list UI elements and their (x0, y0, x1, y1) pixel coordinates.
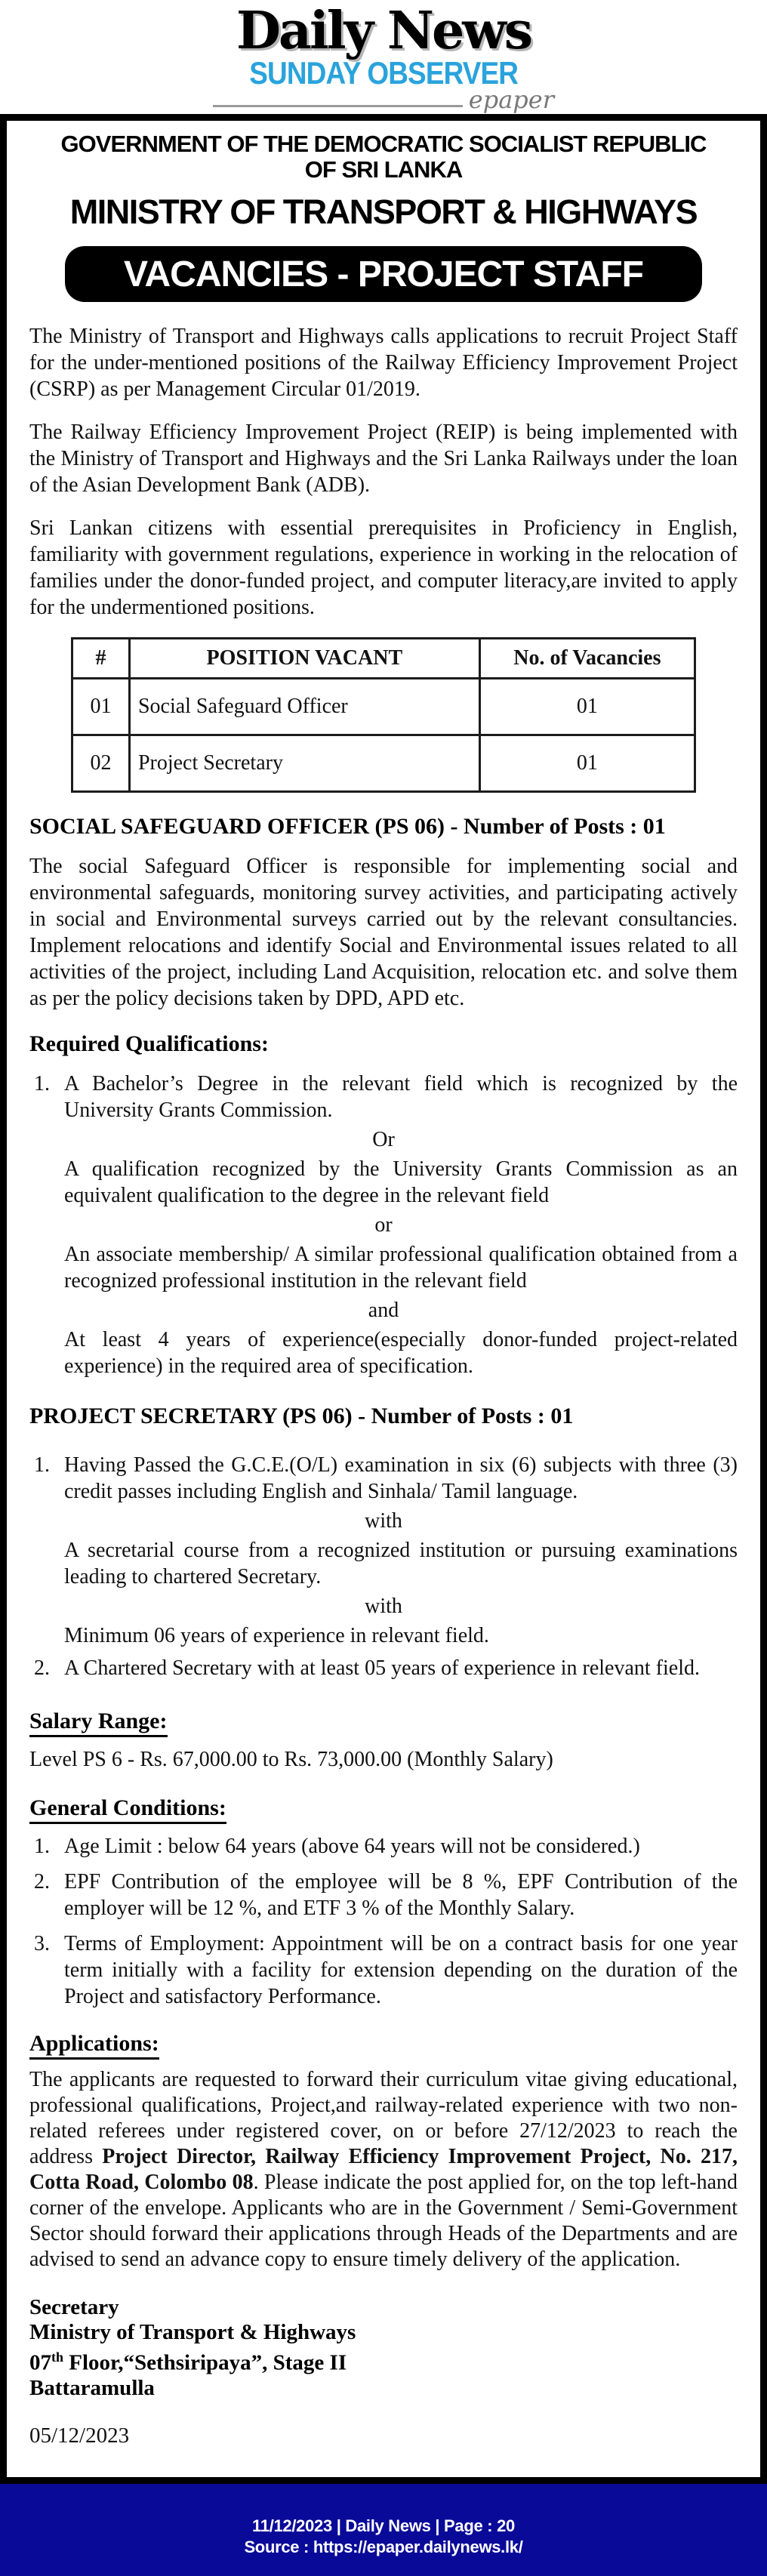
list-number: 1. (34, 1453, 50, 1477)
condition-text: EPF Contribution of the employee will be 8 %, EPF Contribution of the employer will be 12 %, and ETF 3 % of the Monthly Salary. (64, 1870, 738, 1920)
epaper-row (213, 85, 554, 114)
vacancies-cell: 01 (479, 679, 695, 735)
table-row (72, 679, 695, 735)
footer-bar (0, 2484, 767, 2576)
row-number: 02 (72, 735, 130, 792)
qualification-text: A Chartered Secretary with at least 05 years of experience in relevant field. (64, 1656, 700, 1680)
condition-item (29, 1869, 738, 1921)
signature-ministry: Ministry of Transport & Highways (29, 2320, 356, 2344)
qualification-item (29, 1071, 738, 1123)
qualification-item (29, 1655, 738, 1681)
connector-with: with (365, 1509, 402, 1533)
connector-or: Or (372, 1128, 395, 1151)
daily-news-logo: Daily News (236, 1, 531, 61)
connector-and: and (368, 1299, 399, 1322)
list-number: 1. (34, 1072, 50, 1095)
government-title (29, 131, 738, 183)
floor-rest: Floor,“Sethsiripaya”, Stage II (63, 2350, 347, 2375)
signature-title: Secretary (29, 2295, 119, 2319)
applications-text-before: The applicants are requested to forward their curriculum vitae giving educational, professional qualifications, Project,and railway-related experience with two non-related referees under registered cover, on or before 27/12/2023 to reach the address (29, 2068, 738, 2168)
salary-range-heading-label: Salary Range: (29, 1709, 168, 1737)
general-conditions-heading (29, 1795, 738, 1824)
intro-paragraph-3: Sri Lankan citizens with essential prerequisites in Proficiency in English, familiarity with government regulations, experience in working in the relocation of families under the donor-funded project, and computer literacy,are invited to apply for the undermentioned positions. (29, 516, 738, 619)
epaper-label: epaper (468, 85, 554, 114)
connector-with: with (365, 1595, 402, 1618)
intro-paragraph-1: The Ministry of Transport and Highways calls applications to recruit Project Staff for the under-mentioned positions of the Railway Efficiency Improvement Project (CSRP) as per Management Circular 01/2019. (29, 325, 738, 401)
qualification-text: Minimum 06 years of experience in relevant field. (64, 1624, 489, 1647)
condition-item (29, 1833, 738, 1860)
government-title-line2: OF SRI LANKA (304, 156, 463, 183)
list-number: 2. (34, 1870, 50, 1893)
salary-range-heading (29, 1709, 738, 1737)
footer-source: Source : https://epaper.dailynews.lk/ (244, 2537, 523, 2556)
ministry-title: MINISTRY OF TRANSPORT & HIGHWAYS (69, 193, 698, 231)
vacancy-table (71, 637, 696, 793)
qualification-item (29, 1452, 738, 1505)
column-header-number: # (72, 639, 130, 679)
condition-item (29, 1930, 738, 2010)
floor-ordinal: th (51, 2350, 63, 2365)
applications-paragraph (29, 2067, 738, 2272)
signature-city: Battaramulla (29, 2375, 155, 2400)
qualification-text: An associate membership/ A similar professional qualification obtained from a recognized professional institution in the relevant field (64, 1243, 738, 1293)
applications-heading-label: Applications: (29, 2031, 159, 2060)
government-title-line1: GOVERNMENT OF THE DEMOCRATIC SOCIALIST REPUBLIC (60, 131, 707, 157)
signature-date: 05/12/2023 (29, 2423, 130, 2448)
qualification-text: Having Passed the G.C.E.(O/L) examination in six (6) subjects with three (3) credit passes including English and Sinhala/ Tamil language. (64, 1453, 738, 1503)
condition-text: Terms of Employment: Appointment will be on a contract basis for one year term initially with a facility for extension depending on the duration of the Project and satisfactory Performance. (64, 1932, 738, 2008)
intro-paragraph-2: The Railway Efficiency Improvement Project (REIP) is being implemented with the Ministry of Transport and Highways and the Sri Lanka Railways under the loan of the Asian Development Bank (ADB). (29, 421, 738, 497)
vacancy-table-header-row (72, 639, 695, 679)
applications-address-bold: Project Director, Railway Efficiency Improvement Project, No. 217, Cotta Road, Colombo 08 (29, 2145, 738, 2194)
applications-text-after: . Please indicate the post applied for, on the top left-hand corner of the envelope. Applicants who are in the Government / Semi-Government Sector should forward their applications through Heads of the Departments and are advised to send an advance copy to ensure timely delivery of the application. (29, 2171, 738, 2271)
qualification-text: A secretarial course from a recognized institution or pursuing examinations leading to chartered Secretary. (64, 1539, 738, 1588)
masthead (0, 0, 767, 114)
footer-meta: 11/12/2023 | Daily News | Page : 20 (252, 2516, 515, 2535)
sso-qualification-list (29, 1071, 738, 1379)
signature-address-floor (29, 2345, 738, 2376)
ps-qualification-list (29, 1452, 738, 1681)
qualification-text: A qualification recognized by the University Grants Commission as an equivalent qualification to the degree in the relevant field (64, 1157, 738, 1207)
sso-description: The social Safeguard Officer is responsible for implementing social and environmental safeguards, monitoring survey activities, and participating actively in social and Environmental surveys carried out by the relevant consultancies. Implement relocations and identify Social and Environmental issues related to all activities of the project, including Land Acquisition, relocation etc. and solve them as per the policy decisions taken by DPD, APD etc. (29, 855, 738, 1010)
masthead-rule (213, 105, 463, 107)
general-conditions-list (29, 1833, 738, 2010)
position-cell: Social Safeguard Officer (129, 679, 479, 735)
table-row (72, 735, 695, 792)
required-qualifications-heading: Required Qualifications: (29, 1031, 269, 1056)
sunday-observer-row (0, 55, 767, 91)
qualification-text: A Bachelor’s Degree in the relevant field which is recognized by the University Grants Commission. (64, 1072, 738, 1122)
salary-text: Level PS 6 - Rs. 67,000.00 to Rs. 73,000.00 (Monthly Salary) (29, 1748, 553, 1771)
sso-heading: SOCIAL SAFEGUARD OFFICER (PS 06) - Number of Posts : 01 (29, 814, 666, 839)
general-conditions-heading-label: General Conditions: (29, 1795, 226, 1824)
notice-box (0, 114, 767, 2484)
list-number: 2. (34, 1656, 50, 1680)
vacancies-cell: 01 (479, 735, 695, 792)
position-cell: Project Secretary (129, 735, 479, 792)
ps-heading: PROJECT SECRETARY (PS 06) - Number of Posts : 01 (29, 1404, 574, 1428)
column-header-vacancies: No. of Vacancies (479, 639, 695, 679)
connector-or: or (374, 1213, 393, 1237)
row-number: 01 (72, 679, 130, 735)
list-number: 1. (34, 1835, 50, 1858)
applications-heading (29, 2031, 738, 2060)
sunday-observer-wordmark: SUNDAY OBSERVER (249, 55, 518, 91)
vacancies-banner (65, 246, 702, 302)
qualification-text: At least 4 years of experience(especially donor-funded project-related experience) in the required area of specification. (64, 1328, 738, 1378)
condition-text: Age Limit : below 64 years (above 64 years will not be considered.) (64, 1835, 640, 1858)
vacancies-banner-label: VACANCIES - PROJECT STAFF (124, 254, 643, 294)
floor-number: 07 (29, 2350, 51, 2375)
column-header-position: POSITION VACANT (129, 639, 479, 679)
signature-block (29, 2295, 738, 2401)
list-number: 3. (34, 1932, 50, 1955)
